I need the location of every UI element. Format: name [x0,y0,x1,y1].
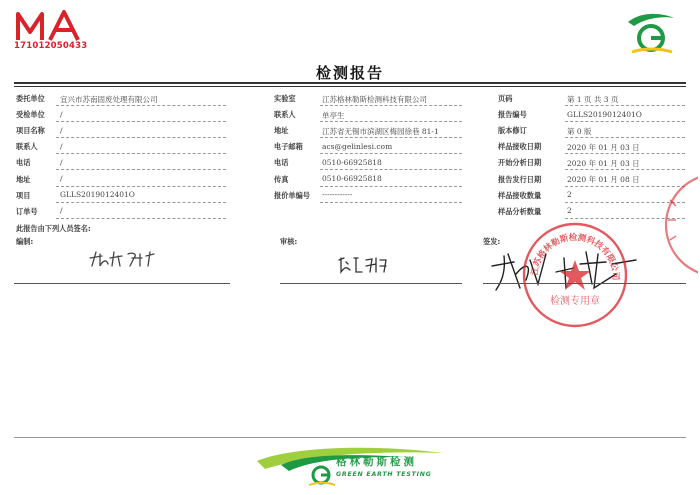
reviewer-label: 审核: [280,237,298,246]
field-value: / [60,109,63,119]
field-label: 实验室 [274,94,296,103]
field-value: 单亭生 [322,110,345,120]
author-signature [88,248,158,270]
field-label: 委托单位 [16,94,45,103]
company-seal [520,220,630,330]
field-label: 传真 [274,174,289,184]
issuer-label: 签发: [483,237,501,246]
field-underline [565,121,685,122]
green-earth-logo [620,8,682,58]
field-value: GLLS2019012401O [567,109,642,119]
field-label: 电话 [16,158,31,168]
cma-certificate-code: 171012050433 [14,41,88,51]
field-label: 地址 [16,174,31,184]
field-label: 联系人 [16,142,38,152]
reviewer-signature-line [280,283,462,284]
field-value: 2020 年 01 月 03 日 [567,158,640,168]
field-label: 样品分析数量 [498,206,542,216]
author-signature-line [14,283,230,284]
report-title: 检测报告 [315,64,384,82]
footer-company-cn: 格林勒斯检测 [336,456,417,468]
field-underline [56,105,226,106]
field-label: 报告发行日期 [498,174,542,184]
field-label: 地址 [274,126,289,136]
field-underline [320,202,462,203]
field-underline [565,105,685,106]
reviewer-signature [336,254,388,276]
field-underline [320,186,462,187]
field-label: 项目 [16,190,31,200]
field-label: 订单号 [16,206,38,216]
field-underline [320,169,462,170]
signature-intro: 此报告由下列人员签名: [16,224,91,233]
field-label: 样品接收数量 [498,190,542,200]
edge-seal [662,170,698,280]
footer-company-en: GREEN EARTH TESTING [336,471,432,478]
field-label: 项目名称 [16,126,45,136]
field-value: 江苏格林勒斯检测科技有限公司 [322,94,427,104]
field-value: / [60,206,63,216]
field-value: ------------ [322,190,353,200]
title-divider-thin [14,86,686,87]
field-value: 第 1 页 共 3 页 [567,94,619,104]
field-value: 江苏省无锡市滨湖区梅园徐巷 81-1 [322,126,439,136]
footer-divider [14,437,686,438]
title-divider [14,82,686,84]
field-value: 2020 年 01 月 08 日 [567,175,640,184]
field-value: 宜兴市苏南固废处理有限公司 [60,94,158,104]
field-label: 受检单位 [16,110,45,120]
field-label: 样品接收日期 [498,142,542,152]
field-value: 2 [567,206,572,216]
field-value: 2 [567,190,572,200]
field-underline [56,153,226,154]
field-label: 电子邮箱 [274,142,303,152]
field-underline [320,137,462,138]
field-value: acs@gelinlesi.com [322,141,393,151]
field-underline [320,121,462,122]
field-label: 联系人 [274,110,296,120]
field-label: 开始分析日期 [498,158,542,168]
svg-text:江苏格林勒斯检测科技有限公司: 江苏格林勒斯检测科技有限公司 [529,232,621,281]
field-label: 版本修订 [498,126,527,136]
field-underline [320,153,462,154]
field-underline [56,169,226,170]
field-value: / [60,141,63,151]
field-underline [56,137,226,138]
field-underline [565,137,685,138]
field-value: 0510-66925818 [322,174,382,183]
field-value: 第 0 版 [567,126,592,136]
svg-text:检测专用章: 检测专用章 [550,296,600,307]
author-label: 编制: [16,237,34,246]
field-underline [56,202,226,203]
field-value: / [60,174,63,183]
field-underline [320,105,462,106]
field-underline [565,153,685,154]
field-underline [56,218,226,219]
field-label: 报告编号 [498,110,527,120]
field-value: / [60,125,63,135]
field-label: 报价单编号 [274,190,310,200]
field-underline [56,186,226,187]
field-label: 页码 [498,94,513,103]
field-value: / [60,157,63,167]
field-label: 电话 [274,158,289,168]
field-value: 0510-66925818 [322,157,382,167]
field-value: GLLS2019012401O [60,190,135,200]
field-underline [56,121,226,122]
field-value: 2020 年 01 月 03 日 [567,142,640,152]
